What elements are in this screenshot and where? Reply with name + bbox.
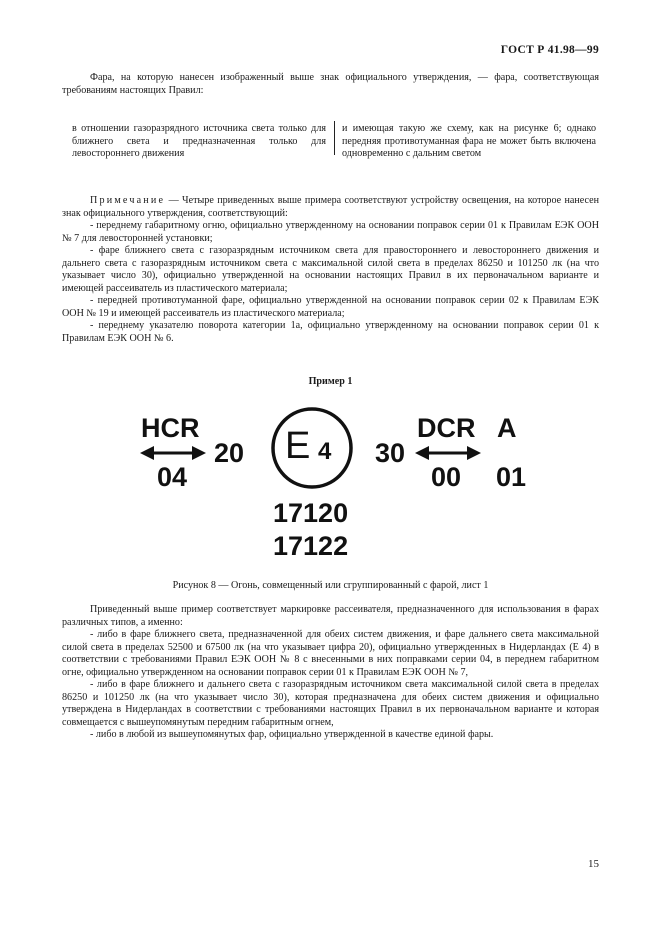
explanation-intro: Приведенный выше пример соответствует маркировке рассеивателя, предназначенного для использования в фарах различных типов, а именно: [62,604,599,628]
figure-caption: Рисунок 8 — Огонь, совмещенный или сгруппированный с фарой, лист 1 [172,580,489,591]
approval-number: 17120 [273,498,349,528]
number-30: 30 [375,438,406,468]
double-arrow-icon [140,446,206,460]
note-intro [62,195,599,220]
document-header: ГОСТ Р 41.98—99 [500,44,599,56]
approval-mark [0,400,661,570]
a-label: A [497,413,517,443]
explanation-item: - либо в фаре ближнего и дальнего света с газоразрядным источником света максимальной силой света в пределах 86250 и 101250 лк (на что указывает число 30), которая предназначена для обеих систем движения и официально утверждена в Нидерландах в соответствии с требованиями настоящих Правил в их первоначальном варианте и которая совмещается с вышеупомянутым передним габаритным огнем, [62,679,599,728]
note-item: - переднему указателю поворота категории 1а, официально утвержденному на основании поправок серии 01 к Правилам ЕЭК ООН № 6. [62,320,599,344]
hcr-label: HCR [141,413,200,443]
explanation-block [62,604,599,742]
approval-circle-icon [270,406,354,490]
note-item: - передней противотуманной фаре, официально утвержденной на основании поправок серии 02 к Правилам ЕЭК ООН № 19 и имеющей рассеиватель из пластического материала; [62,295,599,319]
approval-number: 17122 [273,531,349,561]
dcr-series: 00 [431,462,462,492]
explanation-item: - либо в фаре ближнего света, предназначенной для обеих систем движения, и фаре дальнего света максимальной силой света в пределах 52500 и 67500 лк (на что указывает цифра 20), официально утвержденных в Нидерландах (Е 4) в соответствии с требованиями Правил ЕЭК ООН № 8 с внесенными в них поправками серии 04, в переднем габаритном огне, официально утвержденном на основании поправок серии 01 к Правилам ЕЭК ООН № 7, [62,629,599,678]
circle-letter: E [285,425,311,467]
note-item: - фаре ближнего света с газоразрядным источником света для правостороннего и левостороннего движения и дальнего света с газоразрядным источником света с максимальной силой света в пределах 86250 и 101250 лк (на что указывает число 30), официально утвержденной на основании настоящих Правил в их первоначальном варианте и имеющей рассеиватель из пластического материала; [62,245,599,294]
note-item: - переднему габаритному огню, официально утвержденному на основании поправок серии 01 к Правилам ЕЭК ООН № 7 для левосторонней установки; [62,220,599,244]
circle-number: 4 [318,438,332,465]
a-series: 01 [496,462,527,492]
double-arrow-icon [415,446,481,460]
note-block [62,195,599,345]
number-20: 20 [214,438,245,468]
table-cell-left: в отношении газоразрядного источника света только для ближнего света и предназначенная только для левостороннего движения [72,123,326,159]
explanation-item: - либо в любой из вышеупомянутых фар, официально утвержденной в качестве единой фары. [90,729,494,740]
table-cell-right: и имеющая такую же схему, как на рисунке 6; однако передняя противотуманная фара не может быть включена одновременно с дальним светом [342,123,596,159]
note-text: — Четыре приведенных выше примера соответствуют устройству освещения, на которое нанесен знак официального утверждения, соответствующий: [62,195,599,219]
hcr-series: 04 [157,462,188,492]
dcr-label: DCR [417,413,476,443]
page-number: 15 [588,858,599,870]
note-label: Примечание [90,195,166,206]
table-divider [334,121,335,155]
intro-text: Фара, на которую нанесен изображенный выше знак официального утверждения, — фара, соответствующая требованиям настоящих Правил: [62,72,599,96]
intro-paragraph [62,72,599,97]
figure-title: Пример 1 [308,376,353,387]
